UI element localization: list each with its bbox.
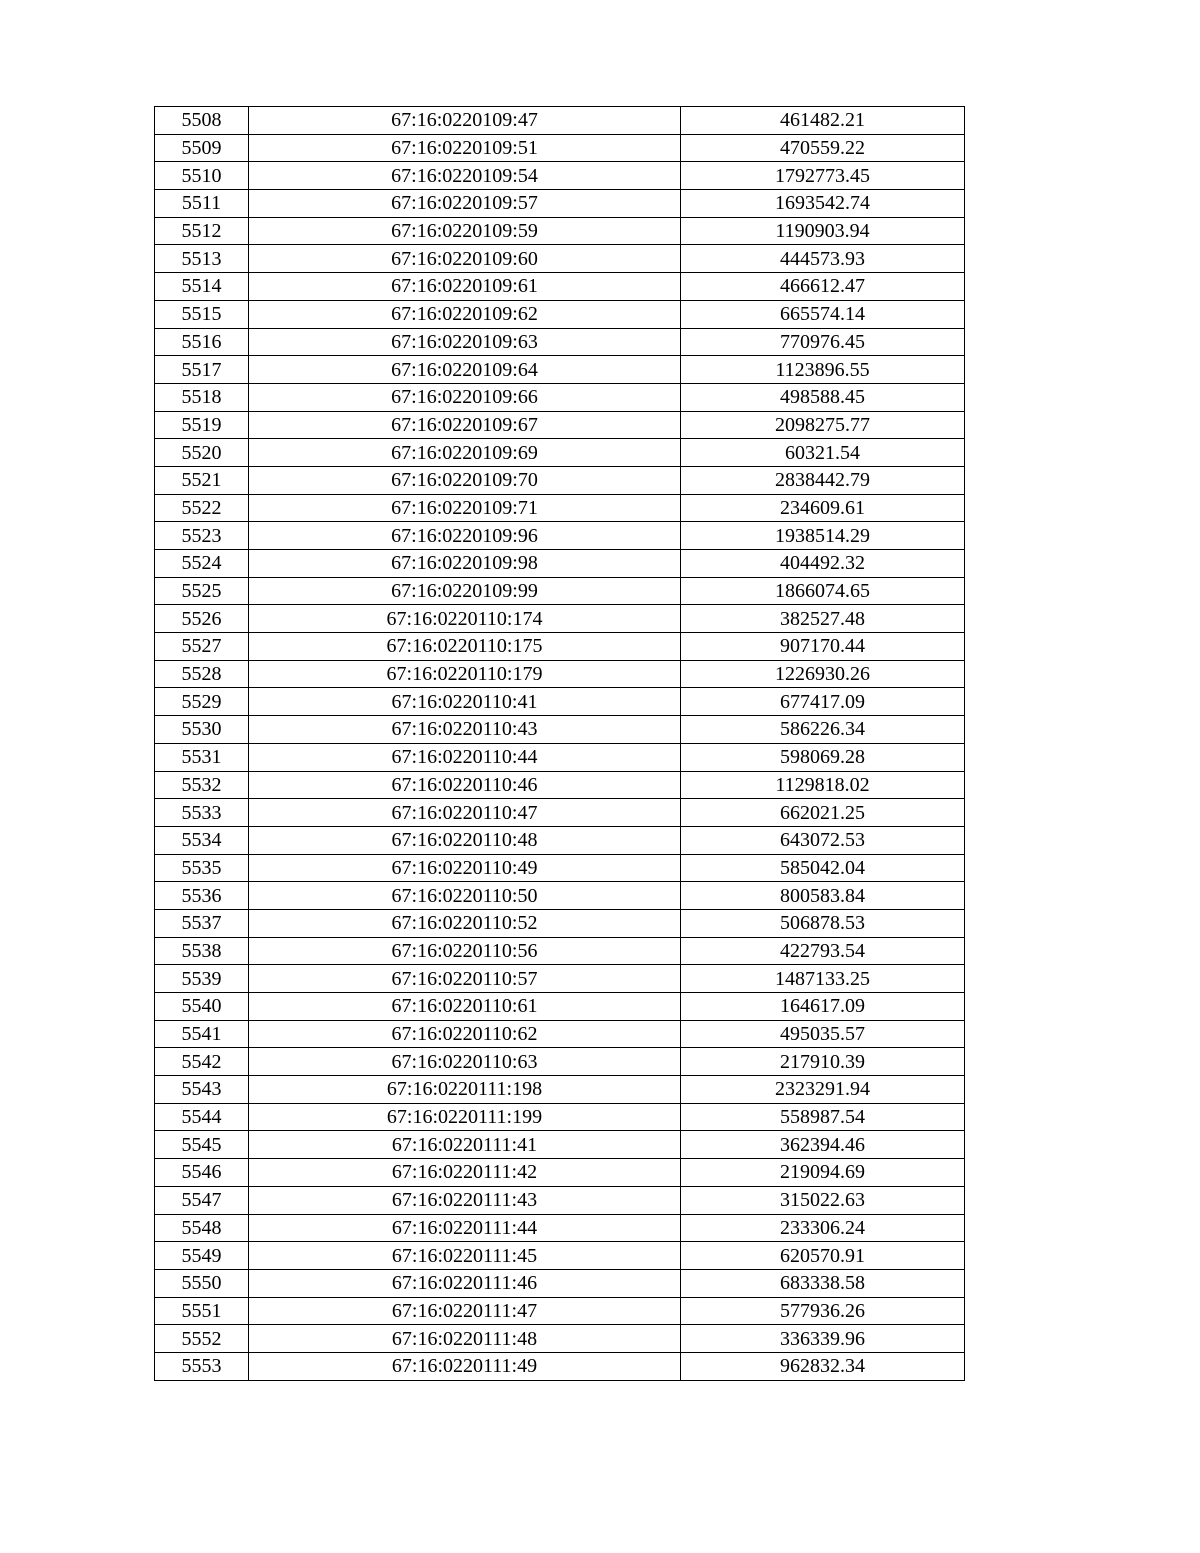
cadastral-number-cell: 67:16:0220109:96 <box>249 522 681 550</box>
row-number-cell: 5550 <box>155 1269 249 1297</box>
cadastral-number-cell: 67:16:0220109:61 <box>249 273 681 301</box>
table-row <box>155 273 965 301</box>
value-cell: 643072.53 <box>681 826 965 854</box>
table-row <box>155 217 965 245</box>
row-number-cell: 5541 <box>155 1020 249 1048</box>
table-row <box>155 854 965 882</box>
cadastral-number-cell: 67:16:0220110:48 <box>249 826 681 854</box>
value-cell: 382527.48 <box>681 605 965 633</box>
value-cell: 336339.96 <box>681 1325 965 1353</box>
value-cell: 683338.58 <box>681 1269 965 1297</box>
table-row <box>155 162 965 190</box>
table-row <box>155 993 965 1021</box>
table-row <box>155 660 965 688</box>
table-row <box>155 743 965 771</box>
table-row <box>155 134 965 162</box>
table-row <box>155 909 965 937</box>
value-cell: 164617.09 <box>681 993 965 1021</box>
cadastral-number-cell: 67:16:0220110:43 <box>249 716 681 744</box>
row-number-cell: 5539 <box>155 965 249 993</box>
table-row <box>155 411 965 439</box>
value-cell: 2838442.79 <box>681 466 965 494</box>
value-cell: 461482.21 <box>681 107 965 135</box>
row-number-cell: 5514 <box>155 273 249 301</box>
cadastral-number-cell: 67:16:0220109:62 <box>249 300 681 328</box>
value-cell: 2098275.77 <box>681 411 965 439</box>
row-number-cell: 5508 <box>155 107 249 135</box>
cadastral-number-cell: 67:16:0220110:44 <box>249 743 681 771</box>
cadastral-number-cell: 67:16:0220110:41 <box>249 688 681 716</box>
table-row <box>155 688 965 716</box>
table-row <box>155 107 965 135</box>
table-row <box>155 1186 965 1214</box>
row-number-cell: 5549 <box>155 1242 249 1270</box>
cadastral-value-table <box>154 106 965 1381</box>
row-number-cell: 5520 <box>155 439 249 467</box>
cadastral-number-cell: 67:16:0220109:63 <box>249 328 681 356</box>
value-cell: 665574.14 <box>681 300 965 328</box>
cadastral-number-cell: 67:16:0220110:49 <box>249 854 681 882</box>
cadastral-number-cell: 67:16:0220109:51 <box>249 134 681 162</box>
row-number-cell: 5547 <box>155 1186 249 1214</box>
row-number-cell: 5526 <box>155 605 249 633</box>
row-number-cell: 5515 <box>155 300 249 328</box>
value-cell: 466612.47 <box>681 273 965 301</box>
row-number-cell: 5513 <box>155 245 249 273</box>
row-number-cell: 5538 <box>155 937 249 965</box>
row-number-cell: 5521 <box>155 466 249 494</box>
cadastral-number-cell: 67:16:0220110:175 <box>249 633 681 661</box>
cadastral-number-cell: 67:16:0220109:70 <box>249 466 681 494</box>
row-number-cell: 5542 <box>155 1048 249 1076</box>
table-row <box>155 1269 965 1297</box>
table-row <box>155 328 965 356</box>
value-cell: 1938514.29 <box>681 522 965 550</box>
table-row <box>155 383 965 411</box>
value-cell: 1226930.26 <box>681 660 965 688</box>
cadastral-number-cell: 67:16:0220111:43 <box>249 1186 681 1214</box>
row-number-cell: 5531 <box>155 743 249 771</box>
value-cell: 586226.34 <box>681 716 965 744</box>
table-row <box>155 937 965 965</box>
table-row <box>155 882 965 910</box>
cadastral-number-cell: 67:16:0220109:66 <box>249 383 681 411</box>
cadastral-number-cell: 67:16:0220110:50 <box>249 882 681 910</box>
table-row <box>155 356 965 384</box>
value-cell: 2323291.94 <box>681 1076 965 1104</box>
row-number-cell: 5552 <box>155 1325 249 1353</box>
cadastral-number-cell: 67:16:0220111:199 <box>249 1103 681 1131</box>
table-row <box>155 1048 965 1076</box>
table-row <box>155 466 965 494</box>
value-cell: 585042.04 <box>681 854 965 882</box>
cadastral-number-cell: 67:16:0220109:71 <box>249 494 681 522</box>
row-number-cell: 5545 <box>155 1131 249 1159</box>
value-cell: 558987.54 <box>681 1103 965 1131</box>
row-number-cell: 5528 <box>155 660 249 688</box>
value-cell: 770976.45 <box>681 328 965 356</box>
row-number-cell: 5530 <box>155 716 249 744</box>
table-row <box>155 1076 965 1104</box>
value-cell: 506878.53 <box>681 909 965 937</box>
value-cell: 315022.63 <box>681 1186 965 1214</box>
row-number-cell: 5511 <box>155 190 249 218</box>
row-number-cell: 5551 <box>155 1297 249 1325</box>
row-number-cell: 5533 <box>155 799 249 827</box>
cadastral-number-cell: 67:16:0220110:63 <box>249 1048 681 1076</box>
value-cell: 422793.54 <box>681 937 965 965</box>
row-number-cell: 5524 <box>155 550 249 578</box>
table-row <box>155 1352 965 1380</box>
cadastral-number-cell: 67:16:0220110:61 <box>249 993 681 1021</box>
table-row <box>155 799 965 827</box>
cadastral-number-cell: 67:16:0220109:64 <box>249 356 681 384</box>
row-number-cell: 5535 <box>155 854 249 882</box>
value-cell: 800583.84 <box>681 882 965 910</box>
table-row <box>155 577 965 605</box>
row-number-cell: 5548 <box>155 1214 249 1242</box>
row-number-cell: 5517 <box>155 356 249 384</box>
cadastral-number-cell: 67:16:0220111:44 <box>249 1214 681 1242</box>
cadastral-number-cell: 67:16:0220109:60 <box>249 245 681 273</box>
row-number-cell: 5529 <box>155 688 249 716</box>
row-number-cell: 5527 <box>155 633 249 661</box>
cadastral-number-cell: 67:16:0220110:62 <box>249 1020 681 1048</box>
cadastral-number-cell: 67:16:0220111:47 <box>249 1297 681 1325</box>
value-cell: 1866074.65 <box>681 577 965 605</box>
table-row <box>155 1242 965 1270</box>
row-number-cell: 5543 <box>155 1076 249 1104</box>
row-number-cell: 5553 <box>155 1352 249 1380</box>
table-row <box>155 1103 965 1131</box>
row-number-cell: 5537 <box>155 909 249 937</box>
value-cell: 1129818.02 <box>681 771 965 799</box>
value-cell: 1190903.94 <box>681 217 965 245</box>
table-row <box>155 826 965 854</box>
table-row <box>155 1020 965 1048</box>
value-cell: 1487133.25 <box>681 965 965 993</box>
value-cell: 620570.91 <box>681 1242 965 1270</box>
value-cell: 233306.24 <box>681 1214 965 1242</box>
row-number-cell: 5546 <box>155 1159 249 1187</box>
cadastral-number-cell: 67:16:0220111:198 <box>249 1076 681 1104</box>
table-row <box>155 550 965 578</box>
value-cell: 495035.57 <box>681 1020 965 1048</box>
value-cell: 662021.25 <box>681 799 965 827</box>
value-cell: 677417.09 <box>681 688 965 716</box>
cadastral-number-cell: 67:16:0220110:56 <box>249 937 681 965</box>
row-number-cell: 5519 <box>155 411 249 439</box>
row-number-cell: 5516 <box>155 328 249 356</box>
cadastral-number-cell: 67:16:0220111:46 <box>249 1269 681 1297</box>
row-number-cell: 5525 <box>155 577 249 605</box>
row-number-cell: 5512 <box>155 217 249 245</box>
row-number-cell: 5544 <box>155 1103 249 1131</box>
table-row <box>155 716 965 744</box>
cadastral-number-cell: 67:16:0220110:47 <box>249 799 681 827</box>
cadastral-number-cell: 67:16:0220109:54 <box>249 162 681 190</box>
cadastral-number-cell: 67:16:0220111:48 <box>249 1325 681 1353</box>
value-cell: 598069.28 <box>681 743 965 771</box>
row-number-cell: 5510 <box>155 162 249 190</box>
cadastral-number-cell: 67:16:0220109:47 <box>249 107 681 135</box>
value-cell: 962832.34 <box>681 1352 965 1380</box>
cadastral-number-cell: 67:16:0220110:174 <box>249 605 681 633</box>
table-body <box>155 107 965 1381</box>
value-cell: 219094.69 <box>681 1159 965 1187</box>
table-row <box>155 1131 965 1159</box>
row-number-cell: 5540 <box>155 993 249 1021</box>
table-row <box>155 605 965 633</box>
value-cell: 1123896.55 <box>681 356 965 384</box>
value-cell: 470559.22 <box>681 134 965 162</box>
table-row <box>155 1297 965 1325</box>
value-cell: 234609.61 <box>681 494 965 522</box>
cadastral-number-cell: 67:16:0220111:49 <box>249 1352 681 1380</box>
cadastral-number-cell: 67:16:0220109:59 <box>249 217 681 245</box>
cadastral-number-cell: 67:16:0220109:57 <box>249 190 681 218</box>
cadastral-number-cell: 67:16:0220110:57 <box>249 965 681 993</box>
row-number-cell: 5532 <box>155 771 249 799</box>
value-cell: 60321.54 <box>681 439 965 467</box>
cadastral-number-cell: 67:16:0220111:42 <box>249 1159 681 1187</box>
value-cell: 498588.45 <box>681 383 965 411</box>
table-row <box>155 1214 965 1242</box>
table-row <box>155 300 965 328</box>
table-row <box>155 965 965 993</box>
cadastral-number-cell: 67:16:0220109:99 <box>249 577 681 605</box>
table-row <box>155 494 965 522</box>
cadastral-number-cell: 67:16:0220111:41 <box>249 1131 681 1159</box>
table-row <box>155 771 965 799</box>
cadastral-number-cell: 67:16:0220111:45 <box>249 1242 681 1270</box>
row-number-cell: 5523 <box>155 522 249 550</box>
cadastral-number-cell: 67:16:0220110:52 <box>249 909 681 937</box>
row-number-cell: 5534 <box>155 826 249 854</box>
table-row <box>155 439 965 467</box>
table-row <box>155 190 965 218</box>
value-cell: 577936.26 <box>681 1297 965 1325</box>
row-number-cell: 5509 <box>155 134 249 162</box>
table-row <box>155 522 965 550</box>
row-number-cell: 5536 <box>155 882 249 910</box>
value-cell: 1792773.45 <box>681 162 965 190</box>
table-row <box>155 633 965 661</box>
table-row <box>155 1325 965 1353</box>
cadastral-number-cell: 67:16:0220109:69 <box>249 439 681 467</box>
cadastral-number-cell: 67:16:0220109:98 <box>249 550 681 578</box>
cadastral-number-cell: 67:16:0220109:67 <box>249 411 681 439</box>
cadastral-number-cell: 67:16:0220110:179 <box>249 660 681 688</box>
value-cell: 907170.44 <box>681 633 965 661</box>
table-row <box>155 245 965 273</box>
value-cell: 217910.39 <box>681 1048 965 1076</box>
row-number-cell: 5522 <box>155 494 249 522</box>
table-row <box>155 1159 965 1187</box>
value-cell: 1693542.74 <box>681 190 965 218</box>
cadastral-number-cell: 67:16:0220110:46 <box>249 771 681 799</box>
value-cell: 362394.46 <box>681 1131 965 1159</box>
value-cell: 404492.32 <box>681 550 965 578</box>
value-cell: 444573.93 <box>681 245 965 273</box>
row-number-cell: 5518 <box>155 383 249 411</box>
